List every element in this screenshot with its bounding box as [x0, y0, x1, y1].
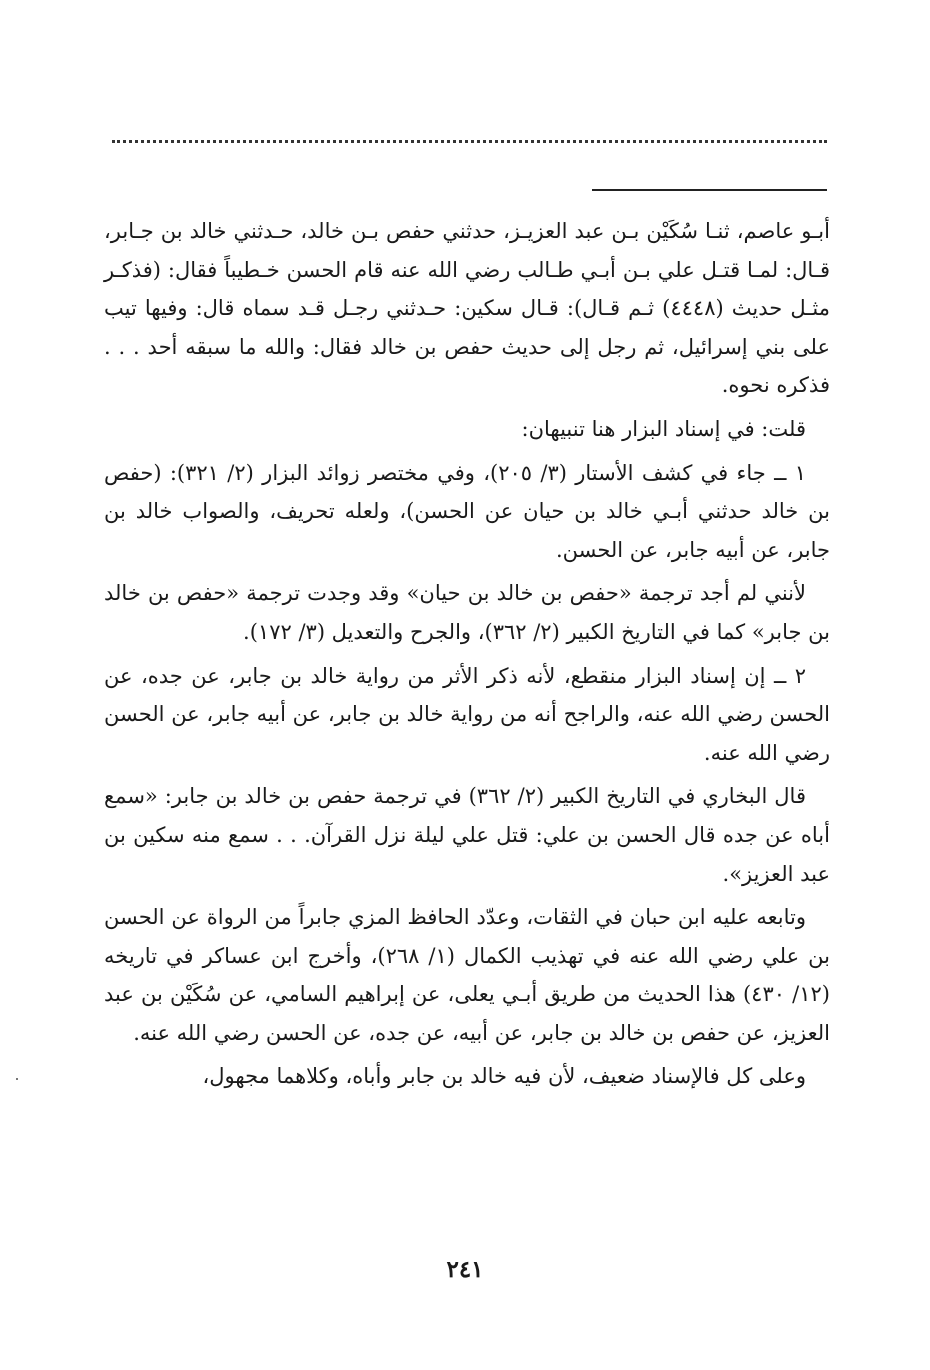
margin-speck	[16, 1078, 18, 1080]
footnote-rule	[592, 189, 827, 191]
paragraph-4: لأنني لم أجد ترجمة «حفص بن خالد بن حيان» وقد وجدت ترجمة «حفص بن خالد بن جابر» كما في التاريخ الكبير (٢/ ٣٦٢)، والجرح والتعديل (٣/ ١٧٢).	[104, 581, 830, 644]
dotted-separator	[112, 140, 827, 143]
paragraph-2: قلت: في إسناد البزار هنا تنبيهان:	[521, 416, 806, 441]
paragraph-5: ٢ ــ إن إسناد البزار منقطع، لأنه ذكر الأثر من رواية خالد بن جابر، عن جده، عن الحسن رضي الله عنه، والراجح أنه من رواية خالد بن جابر، عن أبيه جابر، عن الحسن رضي الله عنه.	[104, 663, 831, 765]
paragraph-3: ١ ــ جاء في كشف الأستار (٣/ ٢٠٥)، وفي مختصر زوائد البزار (٢/ ٣٢١): (حفص بن خالد حدثني أبـي خالد بن حيان عن الحسن)، ولعله تحريف، والصواب خالد بن جابر، عن أبيه جابر، عن الحسن.	[104, 460, 830, 562]
paragraph-7: وتابعه عليه ابن حبان في الثقات، وعدّد الحافظ المزي جابراً من الرواة عن الحسن بن علي رضي الله عنه في تهذيب الكمال (١/ ٢٦٨)، وأخرج ابن عساكر في تاريخه (١٢/ ٤٣٠) هذا الحديث من طريق أبـي يعلى، عن إبراهيم السامي، عن سُكَيْن بن عبد العزيز، عن حفص بن خالد بن جابر، عن أبيه، عن جده، عن الحسن رضي الله عنه.	[104, 905, 830, 1045]
paragraph-8: وعلى كل فالإسناد ضعيف، لأن فيه خالد بن جابر وأباه، وكلاهما مجهول،	[202, 1064, 806, 1089]
page-number: ٢٤١	[446, 1256, 484, 1283]
paragraph-1: أبـو عاصم، ثنـا سُكَيْن بـن عبد العزيـز، حدثني حفص بـن خالد، حـدثني خالد بن جـابر، قـال: لمـا قتـل علي بـن أبـي طـالب رضي الله عنه قام الحسن خـطيباً فقال: (فذكـر مثـل حديث (٤٤٤٨) ثـم قـال): قـال سكين: حـدثني رجـل قـد سماه قال: وفيها تيب على بني إسرائيل، ثم رجل إلى حديث حفص بن خالد فقال: والله ما سبقه أحد . . . فذكره نحوه.	[104, 219, 831, 398]
paragraph-6: قال البخاري في التاريخ الكبير (٢/ ٣٦٢) في ترجمة حفص بن خالد بن جابر: «سمع أباه عن جده قال الحسن بن علي: قتل علي ليلة نزل القرآن. . . سمع منه سكين بن عبد العزيز».	[104, 784, 830, 886]
footnote-text	[104, 212, 830, 1096]
